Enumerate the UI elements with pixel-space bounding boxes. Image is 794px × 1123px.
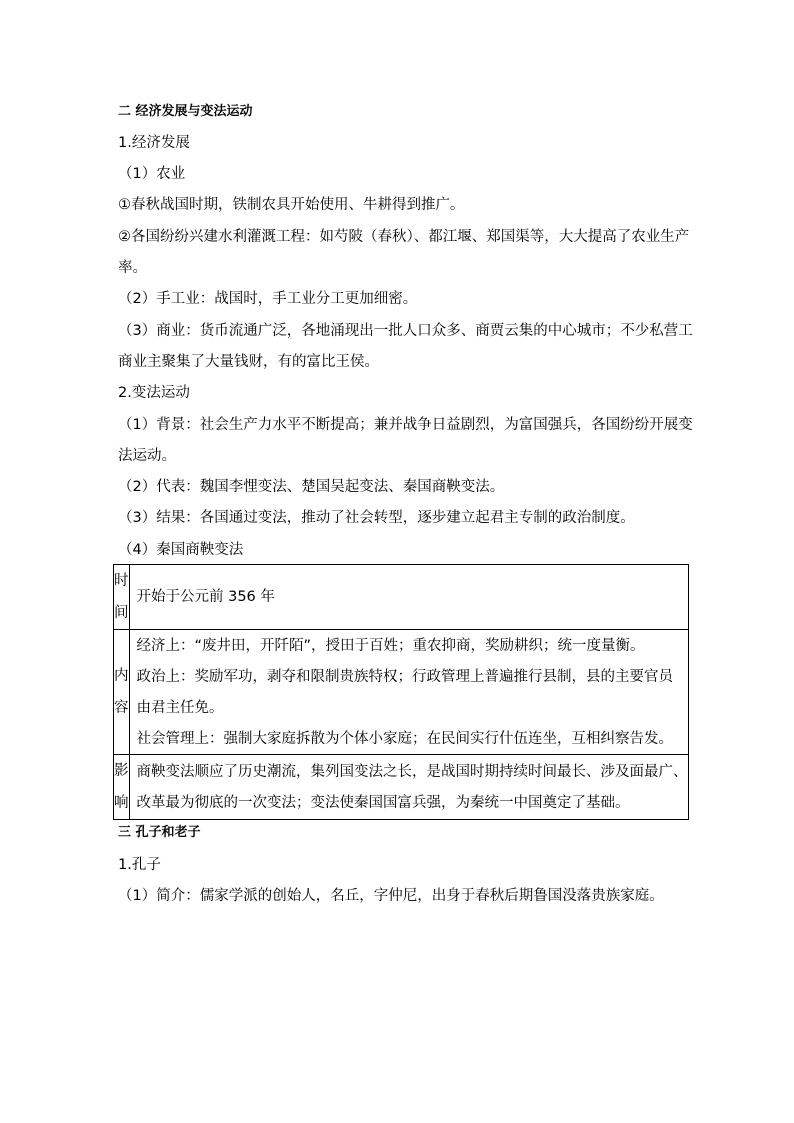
- background-line-1: （1）背景：社会生产力水平不断提高；兼并战争日益剧烈，为富国强兵，各国纷纷开展变: [118, 417, 693, 433]
- shang-yang-reform-table: [113, 564, 689, 820]
- section-3-heading: 三 孔子和老子: [118, 825, 201, 840]
- impact-label-cell: [114, 755, 130, 820]
- time-value-cell: [129, 565, 688, 630]
- subsection-confucius: 1.孔子: [118, 857, 161, 873]
- impact-line-1: 商鞅变法顺应了历史潮流，集列国变法之长，是战国时期持续时间最长、涉及面最广、: [136, 763, 688, 780]
- table-row-content: [114, 630, 689, 755]
- shang-yang-reform-title: （4）秦国商鞅变法: [118, 542, 244, 558]
- impact-line-2: 改革最为彻底的一次变法；变法使秦国国富兵强，为秦统一中国奠定了基础。: [136, 794, 630, 811]
- handicraft-paragraph: （2）手工业：战国时，手工业分工更加细密。: [118, 291, 418, 307]
- table-row-impact: [114, 755, 689, 820]
- subsection-economic-development: 1.经济发展: [118, 135, 190, 151]
- time-label-char-2: 间: [114, 605, 129, 621]
- social-measures: 社会管理上：强制大家庭拆散为个体小家庭；在民间实行什伍连坐，互相纠察告发。: [136, 730, 673, 747]
- political-measures-line-1: 政治上：奖励军功，剥夺和限制贵族特权；行政管理上普遍推行县制，县的主要官员: [136, 668, 673, 685]
- time-label-char-1: 时: [114, 573, 129, 589]
- section-2-heading: 二 经济发展与变法运动: [118, 104, 253, 119]
- content-label-cell: [114, 630, 130, 755]
- representatives-paragraph: （2）代表：魏国李悝变法、楚国吴起变法、秦国商鞅变法。: [118, 479, 505, 495]
- time-value: 开始于公元前 356 年: [136, 589, 275, 605]
- agriculture-point-2-line-1: ②各国纷纷兴建水利灌溉工程：如芍陂（春秋）、都江堰、郑国渠等，大大提高了农业生产: [118, 229, 690, 245]
- subsection-reform-movement: 2.变法运动: [118, 385, 190, 401]
- content-label-char-1: 内: [114, 668, 129, 684]
- content-label-char-2: 容: [114, 700, 129, 716]
- content-value-cell: [129, 630, 688, 755]
- impact-label-char-2: 响: [114, 795, 129, 811]
- time-label-cell: [114, 565, 130, 630]
- result-paragraph: （3）结果：各国通过变法，推动了社会转型，逐步建立起君主专制的政治制度。: [118, 510, 635, 526]
- agriculture-title: （1）农业: [118, 166, 186, 182]
- impact-value-cell: [129, 755, 688, 820]
- impact-label-char-1: 影: [114, 763, 129, 779]
- economic-measures: 经济上：“废井田，开阡陌”，授田于百姓；重农抑商，奖励耕织；统一度量衡。: [136, 637, 645, 654]
- agriculture-point-2-line-2: 率。: [118, 260, 147, 276]
- commerce-line-2: 商业主聚集了大量钱财，有的富比王侯。: [118, 354, 379, 370]
- political-measures-line-2: 由君主任免。: [136, 699, 224, 716]
- table-row-time: [114, 565, 689, 630]
- background-line-2: 法运动。: [118, 448, 176, 464]
- agriculture-point-1: ①春秋战国时期，铁制农具开始使用、牛耕得到推广。: [118, 197, 465, 213]
- confucius-intro: （1）简介：儒家学派的创始人，名丘，字仲尼，出身于春秋后期鲁国没落贵族家庭。: [118, 888, 664, 904]
- commerce-line-1: （3）商业：货币流通广泛，各地涌现出一批人口众多、商贾云集的中心城市；不少私营工: [118, 323, 693, 339]
